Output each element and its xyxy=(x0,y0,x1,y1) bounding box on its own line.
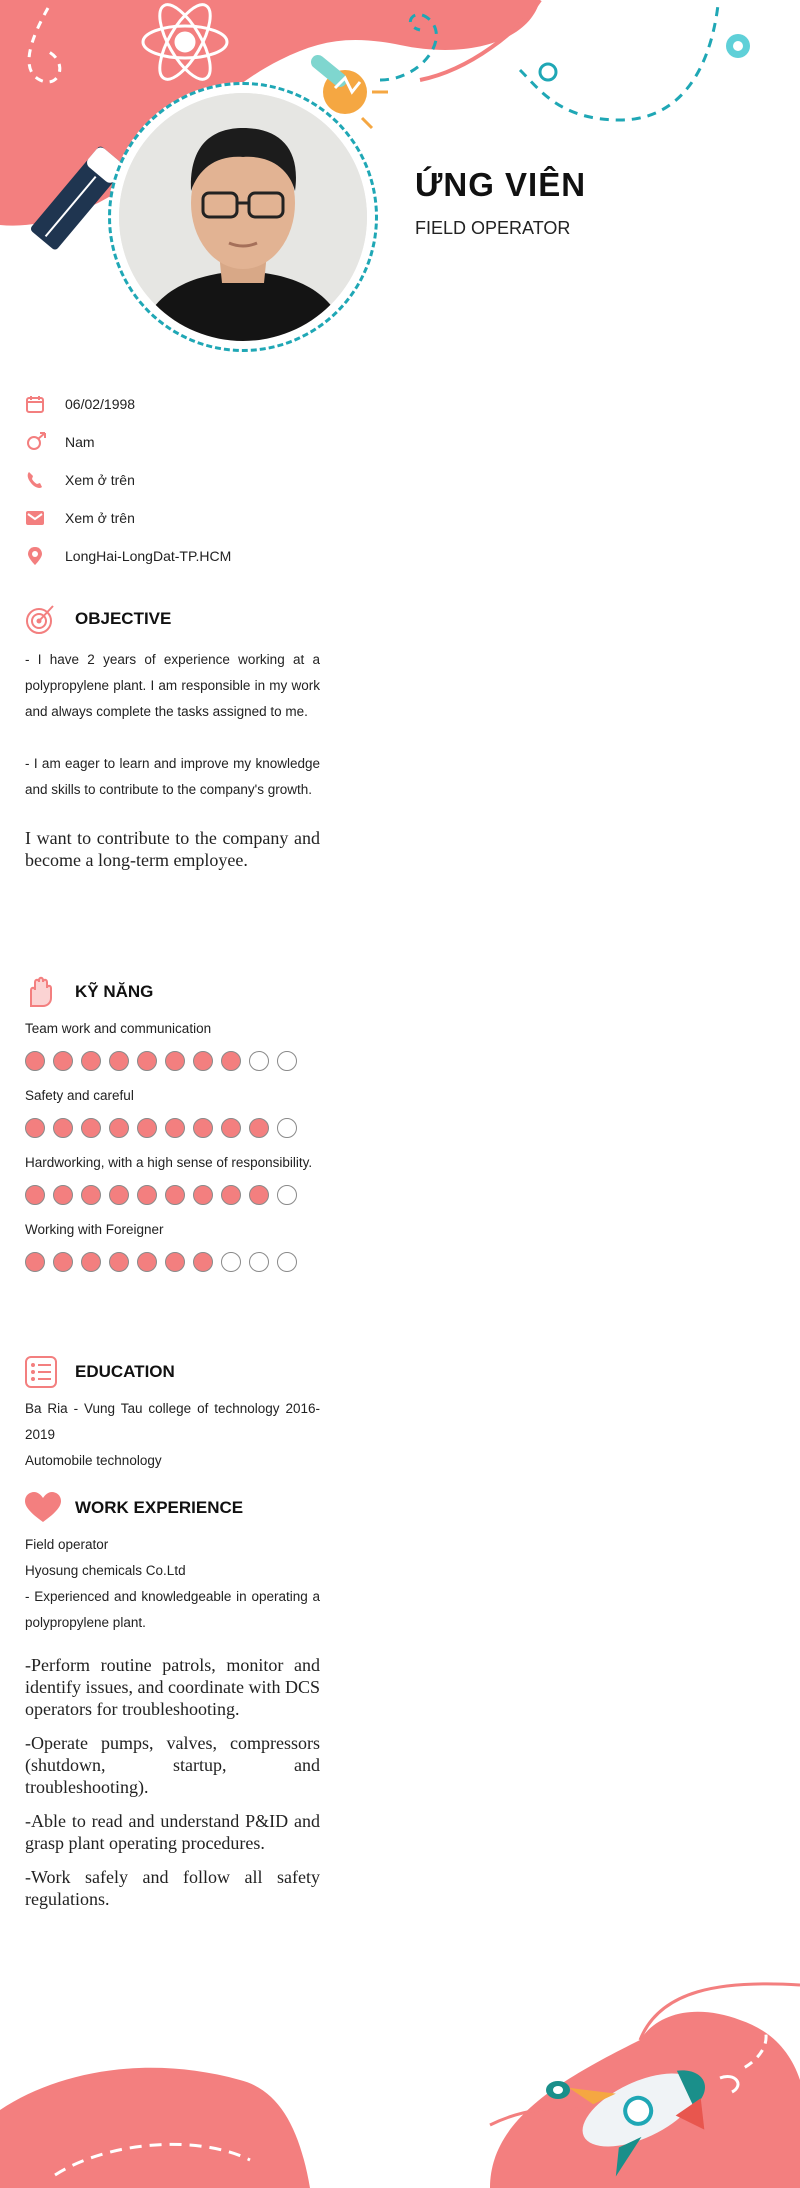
education-title: EDUCATION xyxy=(75,1362,175,1381)
rating-dot-filled xyxy=(193,1252,213,1272)
profile-photo xyxy=(119,93,367,341)
rating-dot-filled xyxy=(53,1185,73,1205)
rating-dot-empty xyxy=(249,1051,269,1071)
phone-row xyxy=(25,461,325,499)
rating-dot-filled xyxy=(221,1051,241,1071)
experience-section xyxy=(25,1490,320,1910)
objective-paragraph-1: - I have 2 years of experience working at a polypropylene plant. I am responsible in my work and always complete the tasks assigned to me. xyxy=(25,652,320,719)
rating-dot-filled xyxy=(25,1185,45,1205)
rating-dot-empty xyxy=(221,1252,241,1272)
rating-dot-filled xyxy=(193,1118,213,1138)
email-value: Xem ở trên xyxy=(65,510,135,526)
rating-dot-empty xyxy=(277,1118,297,1138)
rating-dot-filled xyxy=(193,1051,213,1071)
objective-paragraph-3: I want to contribute to the company and become a long-term employee. xyxy=(25,828,320,870)
gender-icon xyxy=(25,432,49,452)
rating-dot-filled xyxy=(53,1252,73,1272)
rating-dot-filled xyxy=(137,1118,157,1138)
rating-dot-empty xyxy=(277,1051,297,1071)
checklist-icon xyxy=(25,1356,57,1388)
skill-name: Working with Foreigner xyxy=(25,1222,164,1237)
rating-dot-filled xyxy=(53,1118,73,1138)
experience-company: Hyosung chemicals Co.Ltd xyxy=(25,1563,186,1578)
rating-dot-filled xyxy=(221,1185,241,1205)
profile-photo-frame xyxy=(108,82,378,352)
heart-icon xyxy=(25,1492,61,1524)
rating-dot-filled xyxy=(81,1252,101,1272)
experience-duty: -Able to read and understand P&ID and grasp plant operating procedures. xyxy=(25,1811,320,1853)
target-icon xyxy=(25,603,57,635)
job-position: FIELD OPERATOR xyxy=(415,218,571,238)
objective-header xyxy=(25,601,320,637)
address-value: LongHai-LongDat-TP.HCM xyxy=(65,548,232,564)
skill-rating xyxy=(25,1252,320,1272)
rating-dot-filled xyxy=(81,1185,101,1205)
skills-title: KỸ NĂNG xyxy=(75,982,154,1001)
rating-dot-filled xyxy=(137,1185,157,1205)
rating-dot-filled xyxy=(81,1051,101,1071)
skills-header xyxy=(25,974,320,1010)
birthdate-value: 06/02/1998 xyxy=(65,396,136,412)
experience-title: WORK EXPERIENCE xyxy=(75,1498,244,1517)
rating-dot-filled xyxy=(109,1118,129,1138)
rating-dot-filled xyxy=(25,1118,45,1138)
experience-duty: -Perform routine patrols, monitor and identify issues, and coordinate with DCS operators for troubleshooting. xyxy=(25,1655,320,1719)
rating-dot-filled xyxy=(165,1185,185,1205)
education-header xyxy=(25,1354,320,1390)
objective-paragraph-2: - I am eager to learn and improve my knowledge and skills to contribute to the company's growth. xyxy=(25,756,320,797)
experience-role: Field operator xyxy=(25,1537,109,1552)
skill-rating xyxy=(25,1118,320,1138)
objective-title: OBJECTIVE xyxy=(75,609,172,628)
hand-icon xyxy=(25,976,55,1008)
objective-section xyxy=(25,601,320,871)
skill-rating xyxy=(25,1051,320,1071)
rating-dot-empty xyxy=(277,1185,297,1205)
experience-duty: -Operate pumps, valves, compressors (shutdown, startup, and troubleshooting). xyxy=(25,1733,320,1797)
email-row xyxy=(25,499,325,537)
experience-duty: -Work safely and follow all safety regulations. xyxy=(25,1867,320,1909)
education-major: Automobile technology xyxy=(25,1453,162,1468)
rating-dot-empty xyxy=(277,1252,297,1272)
experience-header xyxy=(25,1490,320,1526)
rating-dot-filled xyxy=(53,1051,73,1071)
rating-dot-filled xyxy=(137,1051,157,1071)
skill-name: Safety and careful xyxy=(25,1088,134,1103)
rating-dot-filled xyxy=(25,1051,45,1071)
gender-value: Nam xyxy=(65,434,95,450)
rating-dot-filled xyxy=(109,1252,129,1272)
rating-dot-filled xyxy=(249,1185,269,1205)
candidate-name: ỨNG VIÊN xyxy=(415,166,587,203)
rating-dot-empty xyxy=(249,1252,269,1272)
education-section xyxy=(25,1354,320,1474)
rating-dot-filled xyxy=(109,1185,129,1205)
rating-dot-filled xyxy=(165,1051,185,1071)
contact-info xyxy=(25,385,325,575)
phone-icon xyxy=(25,470,45,490)
rating-dot-filled xyxy=(193,1185,213,1205)
experience-summary: - Experienced and knowledgeable in operating a polypropylene plant. xyxy=(25,1589,320,1630)
education-school: Ba Ria - Vung Tau college of technology 2016-2019 xyxy=(25,1401,320,1442)
birthdate-row xyxy=(25,385,325,423)
skills-section xyxy=(25,974,320,1284)
phone-value: Xem ở trên xyxy=(65,472,135,488)
rating-dot-filled xyxy=(165,1118,185,1138)
gender-row xyxy=(25,423,325,461)
rating-dot-filled xyxy=(249,1118,269,1138)
skill-rating xyxy=(25,1185,320,1205)
rating-dot-filled xyxy=(165,1252,185,1272)
email-icon xyxy=(25,508,45,528)
rating-dot-filled xyxy=(81,1118,101,1138)
skill-name: Team work and communication xyxy=(25,1021,212,1036)
location-pin-icon xyxy=(25,546,45,566)
skill-list xyxy=(25,1016,320,1272)
person-avatar xyxy=(119,93,367,341)
footer-decoration xyxy=(0,1960,800,2188)
rating-dot-filled xyxy=(137,1252,157,1272)
rating-dot-filled xyxy=(109,1051,129,1071)
calendar-icon xyxy=(25,394,45,414)
address-row xyxy=(25,537,325,575)
skill-name: Hardworking, with a high sense of responsibility. xyxy=(25,1155,313,1170)
rating-dot-filled xyxy=(221,1118,241,1138)
rating-dot-filled xyxy=(25,1252,45,1272)
